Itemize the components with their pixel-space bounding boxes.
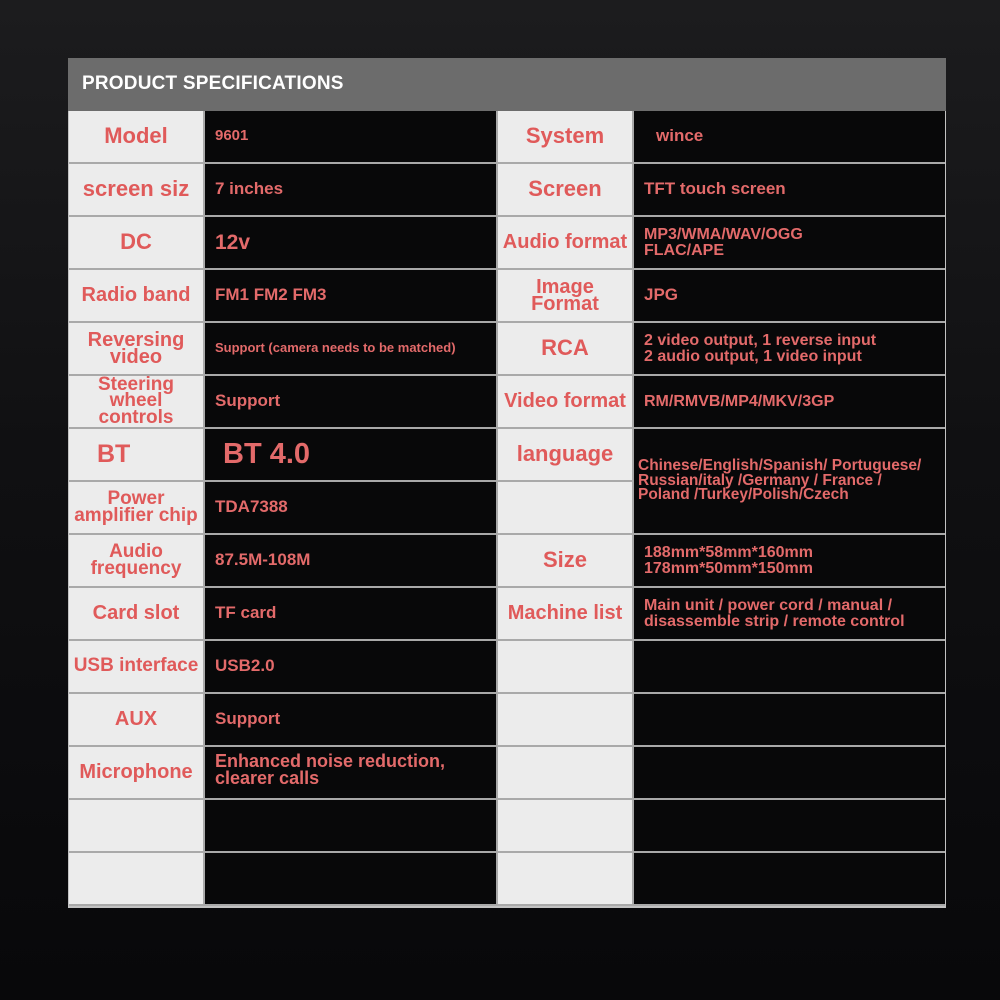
spec-label-size: Size (498, 535, 632, 588)
spec-value-power-amplifier: TDA7388 (203, 482, 498, 535)
spec-label-audio-frequency: Audio frequency (69, 535, 203, 588)
spec-value-machine-list (632, 588, 945, 641)
language-line-2: Russian/italy /Germany / France / (638, 471, 882, 489)
empty-label-cell (69, 853, 203, 906)
spec-value-screen: TFT touch screen (632, 164, 945, 217)
size-line-2: 178mm*50mm*150mm (644, 559, 813, 577)
empty-value-cell (632, 747, 945, 800)
page-title: PRODUCT SPECIFICATIONS (82, 73, 344, 94)
spec-value-aux: Support (203, 694, 498, 747)
empty-value-cell (632, 800, 945, 853)
machine-list-line-2: disassemble strip / remote control (644, 612, 905, 630)
spec-value-rca (632, 323, 945, 376)
audio-format-line-1: MP3/WMA/WAV/OGG (644, 226, 803, 244)
audio-format-line-2: FLAC/APE (644, 241, 724, 259)
spec-value-model: 9601 (203, 111, 498, 164)
spec-label-microphone: Microphone (69, 747, 203, 800)
spec-value-system: wince (632, 111, 945, 164)
spec-value-dc: 12v (203, 217, 498, 270)
spec-label-reversing-video: Reversing video (69, 323, 203, 376)
empty-value-cell (632, 694, 945, 747)
spec-label-language: language (498, 429, 632, 482)
spec-label-screen-size: screen siz (69, 164, 203, 217)
spec-value-usb-interface: USB2.0 (203, 641, 498, 694)
spec-label-rca: RCA (498, 323, 632, 376)
spec-label-aux: AUX (69, 694, 203, 747)
rca-line-1: 2 video output, 1 reverse input (644, 332, 877, 350)
empty-label-cell (498, 853, 632, 906)
spec-label-radio-band: Radio band (69, 270, 203, 323)
spec-label-power-amplifier: Power amplifier chip (69, 482, 203, 535)
spec-value-card-slot: TF card (203, 588, 498, 641)
language-line-1: Chinese/English/Spanish/ Portuguese/ (638, 456, 922, 474)
spec-label-system: System (498, 111, 632, 164)
spec-label-dc: DC (69, 217, 203, 270)
empty-label-cell (69, 800, 203, 853)
machine-list-line-1: Main unit / power cord / manual / (644, 597, 893, 615)
empty-value-cell (203, 853, 498, 906)
empty-value-cell (632, 853, 945, 906)
spec-value-bt: BT 4.0 (203, 429, 498, 482)
spec-label-bt: BT (69, 429, 203, 482)
spec-label-video-format: Video format (498, 376, 632, 429)
spec-label-image-format: Image Format (498, 270, 632, 323)
spec-label-usb-interface: USB interface (69, 641, 203, 694)
empty-label-cell (498, 747, 632, 800)
spec-label-card-slot: Card slot (69, 588, 203, 641)
spec-value-image-format: JPG (632, 270, 945, 323)
spec-value-reversing-video: Support (camera needs to be matched) (203, 323, 498, 376)
spec-value-video-format: RM/RMVB/MP4/MKV/3GP (632, 376, 945, 429)
spec-value-screen-size: 7 inches (203, 164, 498, 217)
empty-value-cell (203, 800, 498, 853)
rca-line-2: 2 audio output, 1 video input (644, 347, 862, 365)
panel-header (68, 58, 946, 111)
spec-value-size (632, 535, 945, 588)
spec-table (69, 111, 945, 906)
size-line-1: 188mm*58mm*160mm (644, 544, 813, 562)
spec-label-model: Model (69, 111, 203, 164)
spec-value-microphone: Enhanced noise reduction, clearer calls (203, 747, 498, 800)
spec-value-language (632, 429, 945, 535)
empty-label-cell (498, 694, 632, 747)
spec-label-steering-wheel: Steering wheel controls (69, 376, 203, 429)
empty-value-cell (632, 641, 945, 694)
spec-label-machine-list: Machine list (498, 588, 632, 641)
spec-value-audio-frequency: 87.5M-108M (203, 535, 498, 588)
empty-label-cell (498, 800, 632, 853)
empty-label-cell (498, 482, 632, 535)
spec-label-audio-format: Audio format (498, 217, 632, 270)
spec-value-steering-wheel: Support (203, 376, 498, 429)
language-line-3: Poland /Turkey/Polish/Czech (638, 486, 849, 504)
specifications-panel (68, 58, 946, 908)
spec-value-radio-band: FM1 FM2 FM3 (203, 270, 498, 323)
spec-label-screen: Screen (498, 164, 632, 217)
spec-value-audio-format (632, 217, 945, 270)
empty-label-cell (498, 641, 632, 694)
